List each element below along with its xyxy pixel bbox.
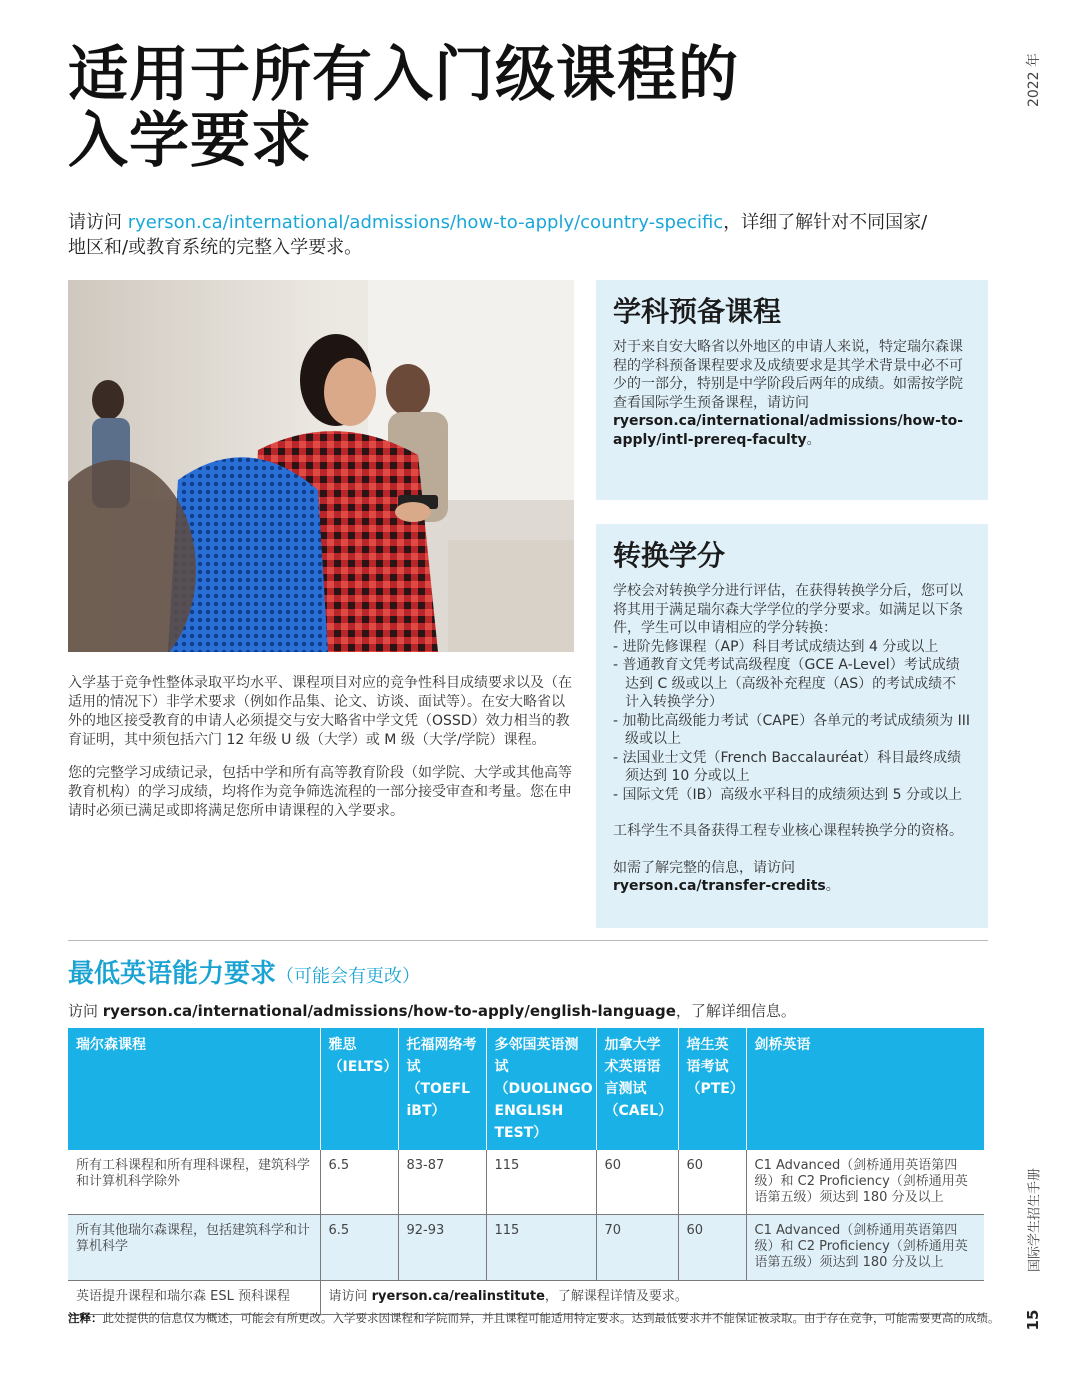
page-title-line2: 入学要求 [68, 106, 312, 176]
list-item: - 国际文凭（IB）高级水平科目的成绩须达到 5 分或以上 [613, 786, 963, 803]
transfer-heading: 转换学分 [613, 539, 726, 572]
intro-paragraph: 请访问 ryerson.ca/international/admissions/how-to-apply/country-specific，详细了解针对不同国家/地区和/或教育系统的完整入学要求。 [68, 212, 928, 258]
list-item: - 法国业士文凭（French Baccalauréat）科目最终成绩须达到 10 分或以上 [613, 749, 962, 784]
english-heading-note: （可能会有更改） [276, 966, 421, 987]
table-cell: 6.5 [320, 1150, 398, 1215]
country-specific-link[interactable]: ryerson.ca/international/admissions/how-to-apply/country-specific [127, 212, 724, 233]
prereq-box [596, 280, 988, 500]
table-header: 剑桥英语 [746, 1028, 984, 1150]
table-cell: 92-93 [398, 1215, 486, 1281]
side-year-label: 2022 年 [1026, 52, 1042, 108]
english-requirements-table [68, 1028, 984, 1315]
prereq-text: 对于来自安大略省以外地区的申请人来说，特定瑞尔森课程的学科预备课程要求及成绩要求是其学术背景中必不可少的一部分，特别是中学阶段后两年的成绩。如需按学院查看国际学生预备课程，请访问ryerson.ca/international/admissions/how-to-apply/intl-prereq-faculty。 [613, 339, 964, 448]
engineering-note: 工科学生不具备获得工程专业核心课程转换学分的资格。 [613, 823, 963, 839]
table-header: 瑞尔森课程 [68, 1028, 320, 1150]
table-cell: 60 [678, 1150, 746, 1215]
table-cell: 所有工科课程和所有理科课程，建筑科学和计算机科学除外 [68, 1150, 320, 1215]
table-cell: 115 [486, 1150, 596, 1215]
footnote-label: 注释： [68, 1311, 103, 1325]
prereq-faculty-link[interactable]: ryerson.ca/international/admissions/how-to-apply/intl-prereq-faculty [613, 413, 964, 448]
prereq-heading: 学科预备课程 [613, 295, 782, 328]
table-cell: 英语提升课程和瑞尔森 ESL 预科课程 [68, 1281, 320, 1315]
table-header: 托福网络考试（TOEFL iBT） [398, 1028, 486, 1150]
table-cell: 60 [596, 1150, 678, 1215]
transcript-paragraph: 您的完整学习成绩记录，包括中学和所有高等教育阶段（如学院、大学或其他高等教育机构）的学习成绩，均将作为竞争筛选流程的一部分接受审查和考量。您在申请时必须已满足或即将满足您所申请课程的入学要求。 [68, 765, 572, 819]
transfer-credits-box [596, 524, 988, 928]
table-header: 多邻国英语测试（DUOLINGO ENGLISH TEST） [486, 1028, 596, 1150]
list-item: - 加勒比高级能力考试（CAPE）各单元的考试成绩须为 III 级或以上 [613, 712, 970, 747]
transfer-intro: 学校会对转换学分进行评估，在获得转换学分后，您可以将其用于满足瑞尔森大学学位的学分要求。如满足以下条件，学生可以申请相应的学分转换： [613, 583, 963, 636]
table-cell: 60 [678, 1215, 746, 1281]
transfer-conditions-list [613, 638, 970, 805]
page-number: 15 [1024, 1309, 1042, 1331]
left-column-text [68, 674, 574, 835]
table-header: 培生英语考试（PTE） [678, 1028, 746, 1150]
english-visit-line: 访问 ryerson.ca/international/admissions/how-to-apply/english-language，了解详细信息。 [68, 1002, 796, 1020]
table-cell: 6.5 [320, 1215, 398, 1281]
side-guide-label: 国际学生招生手册 [1027, 1167, 1043, 1273]
table-cell: 所有其他瑞尔森课程，包括建筑科学和计算机科学 [68, 1215, 320, 1281]
table-cell: 70 [596, 1215, 678, 1281]
page-title-line1: 适用于所有入门级课程的 [68, 40, 739, 110]
table-header-row [68, 1028, 984, 1150]
page-title [68, 42, 948, 174]
table-cell: C1 Advanced（剑桥通用英语第四级）和 C2 Proficiency（剑桥通用英语第五级）须达到 180 分及以上 [746, 1215, 984, 1281]
section-divider [68, 940, 988, 941]
table-cell: 83-87 [398, 1150, 486, 1215]
admission-basis-paragraph: 入学基于竞争性整体录取平均水平、课程项目对应的竞争性科目成绩要求以及（在适用的情况下）非学术要求（例如作品集、论文、访谈、面试等）。在安大略省以外的地区接受教育的申请人必须提交与安大略省中学文凭（OSSD）效力相当的教育证明，其中须包括六门 12 年级 U 级（大学）或 M 级（大学/学院）课程。 [68, 675, 572, 748]
table-header: 加拿大学术英语语言测试（CAEL） [596, 1028, 678, 1150]
list-item: - 普通教育文凭考试高级程度（GCE A-Level）考试成绩达到 C 级或以上（高级补充程度（AS）的考试成绩不计入转换学分） [613, 657, 960, 710]
footnote: 注释：此处提供的信息仅为概述，可能会有所更改。入学要求因课程和学院而异，并且课程可能适用特定要求。达到最低要求并不能保证被录取。由于存在竞争，可能需要更高的成绩。 [68, 1311, 1000, 1325]
transfer-more-info: 如需了解完整的信息，请访问 ryerson.ca/transfer-credits。 [613, 859, 840, 894]
table-row [68, 1150, 984, 1215]
table-cell-visit: 请访问 ryerson.ca/realinstitute，了解课程详情及要求。 [320, 1281, 984, 1315]
table-header: 雅思（IELTS） [320, 1028, 398, 1150]
list-item: - 进阶先修课程（AP）科目考试成绩达到 4 分或以上 [613, 638, 939, 655]
table-cell: 115 [486, 1215, 596, 1281]
transfer-credits-link[interactable]: ryerson.ca/transfer-credits [613, 878, 826, 894]
students-photo [68, 280, 574, 652]
table-cell: C1 Advanced（剑桥通用英语第四级）和 C2 Proficiency（剑桥通用英语第五级）须达到 180 分及以上 [746, 1150, 984, 1215]
english-language-link[interactable]: ryerson.ca/international/admissions/how-to-apply/english-language [102, 1002, 676, 1020]
real-institute-link[interactable]: ryerson.ca/realinstitute [371, 1289, 545, 1304]
table-row [68, 1215, 984, 1281]
english-requirements-heading: 最低英语能力要求（可能会有更改） [68, 959, 421, 989]
